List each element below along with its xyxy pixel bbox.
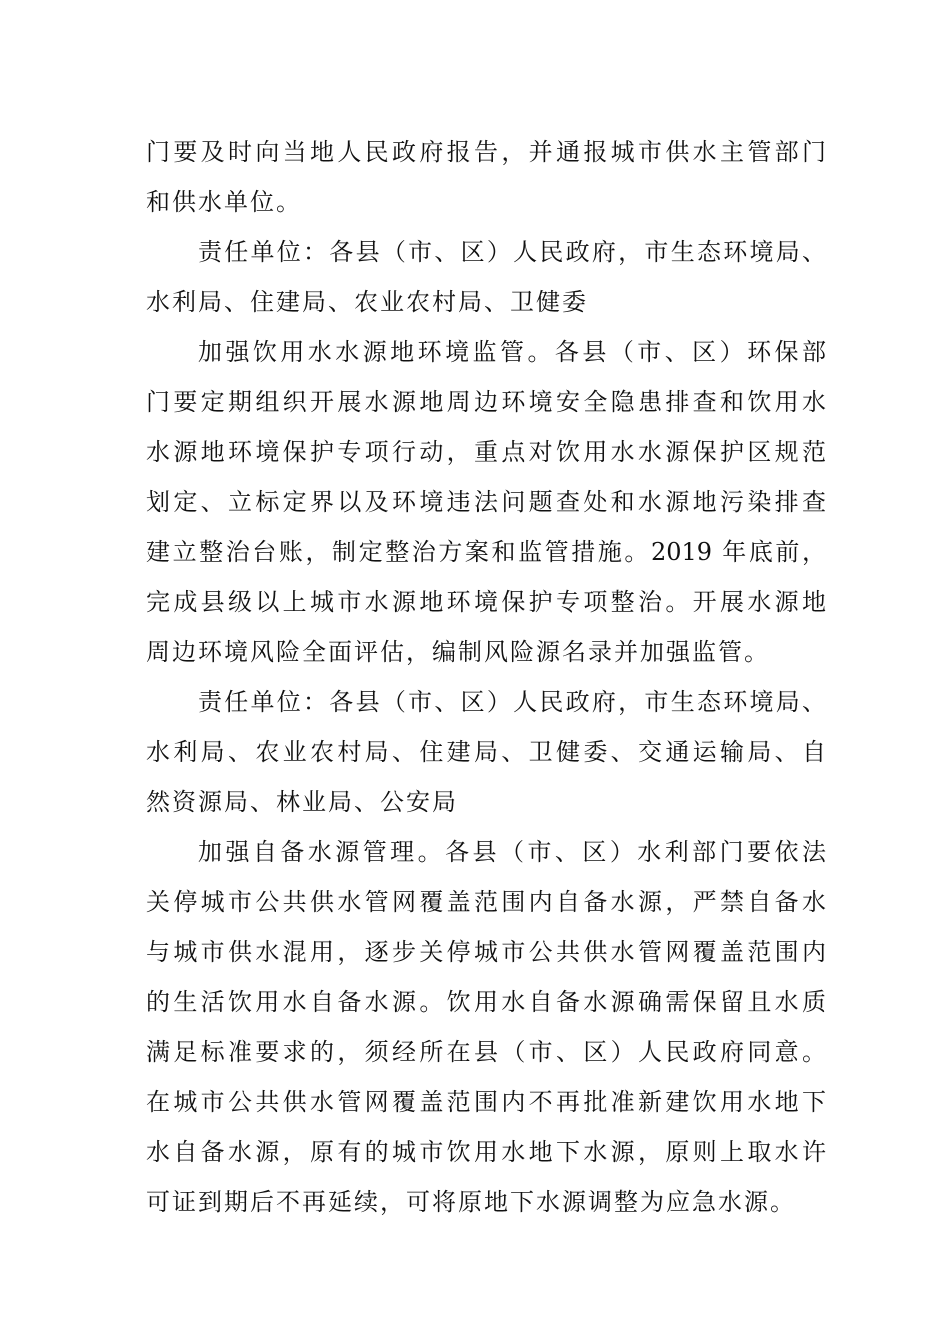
text-line: 可证到期后不再延续，可将原地下水源调整为应急水源。 xyxy=(146,1188,796,1216)
text-line: 水源地环境保护专项行动，重点对饮用水水源保护区规范 xyxy=(146,438,826,466)
text-line: 门要及时向当地人民政府报告，并通报城市供水主管部门 xyxy=(146,138,826,166)
text-line: 加强饮用水水源地环境监管。各县（市、区）环保部 xyxy=(198,338,826,366)
text-line: 加强自备水源管理。各县（市、区）水利部门要依法 xyxy=(198,838,826,866)
text-line: 关停城市公共供水管网覆盖范围内自备水源，严禁自备水 xyxy=(146,888,826,916)
text-line: 然资源局、林业局、公安局 xyxy=(146,788,458,816)
text-line: 门要定期组织开展水源地周边环境安全隐患排查和饮用水 xyxy=(146,388,826,416)
text-line: 完成县级以上城市水源地环境保护专项整治。开展水源地 xyxy=(146,588,826,616)
text-line: 周边环境风险全面评估，编制风险源名录并加强监管。 xyxy=(146,638,770,666)
para-self-supply xyxy=(146,827,826,1227)
text-line: 水利局、农业农村局、住建局、卫健委、交通运输局、自 xyxy=(146,738,826,766)
para-continuation xyxy=(146,127,826,227)
text-line: 与城市供水混用，逐步关停城市公共供水管网覆盖范围内 xyxy=(146,938,826,966)
text-line: 建立整治台账，制定整治方案和监管措施。2019 年底前， xyxy=(146,538,826,566)
text-line: 划定、立标定界以及环境违法问题查处和水源地污染排查 xyxy=(146,488,826,516)
text-line: 水利局、住建局、农业农村局、卫健委 xyxy=(146,288,588,316)
text-line: 责任单位：各县（市、区）人民政府，市生态环境局、 xyxy=(198,238,826,266)
text-line: 水自备水源，原有的城市饮用水地下水源，原则上取水许 xyxy=(146,1138,826,1166)
text-line: 和供水单位。 xyxy=(146,188,302,216)
document-body xyxy=(146,127,826,1227)
para-source-supervision xyxy=(146,327,826,677)
para-responsibility-1 xyxy=(146,227,826,327)
para-responsibility-2 xyxy=(146,677,826,827)
text-line: 在城市公共供水管网覆盖范围内不再批准新建饮用水地下 xyxy=(146,1088,826,1116)
text-line: 的生活饮用水自备水源。饮用水自备水源确需保留且水质 xyxy=(146,988,826,1016)
text-line: 满足标准要求的，须经所在县（市、区）人民政府同意。 xyxy=(146,1038,826,1066)
text-line: 责任单位：各县（市、区）人民政府，市生态环境局、 xyxy=(198,688,826,716)
